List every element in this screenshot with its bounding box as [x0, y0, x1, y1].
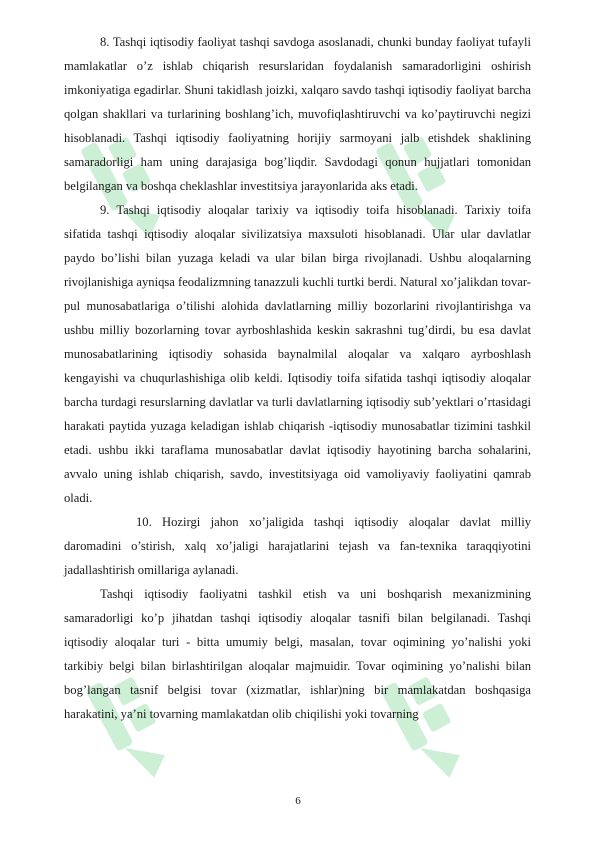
paragraph-classification: Tashqi iqtisodiy faoliyatni tashkil etish va uni boshqarish mexanizmining samaradorligi ko’p jihatdan tashqi iqtisodiy aloqalar tasnifi bilan belgilanadi. Tashqi iqtisodiy aloqalar turi - bitta umumiy belgi, masalan, tovar oqimining yo’nalishi yoki tarkibiy belgi bilan birlashtirilgan aloqalar majmuidir. Tovar oqimining yo’nalishi bilan bog’langan tasnif belgisi tovar (xizmatlar, ishlar)ning bir mamlakatdan boshqasiga harakatini, ya’ni tovarning mamlakatdan olib chiqilishi yoki tovarning — [64, 587, 531, 721]
paragraph-10 — [64, 510, 531, 582]
paragraph-8: 8. Tashqi iqtisodiy faoliyat tashqi savdoga asoslanadi, chunki bunday faoliyat tufayli mamlakatlar o’z ishlab chiqarish resurslaridan foydalanish samaradorligini oshirish imkoniyatiga egadirlar. Shuni takidlash joizki, xalqaro savdo tashqi iqtisodiy faoliyat barcha qolgan shakllari va turlarining boshlang’ich, muvofiqlashtiruvchi va ko’paytiruvchi negizi hisoblanadi. Tashqi iqtisodiy faoliyatning horijiy sarmoyani jalb etishdek shaklining samaradorligi ham uning darajasiga bog’liqdir. Savdodagi qonun hujjatlari tomonidan belgilangan va boshqa cheklashlar investitsiya jarayonlarida aks etadi. — [64, 35, 531, 193]
item-text: Hozirgi jahon xo’jaligida tashqi iqtisodiy aloqalar davlat milliy daromadini o’stirish, xalq xo’jaligi harajatlarini tejash va fan-texnika taraqqiyotini jadallashtirish omillariga aylanadi. — [64, 515, 531, 577]
item-number: 10. — [136, 515, 152, 529]
document-body — [64, 30, 531, 726]
paragraph-9: 9. Tashqi iqtisodiy aloqalar tarixiy va iqtisodiy toifa hisoblanadi. Tarixiy toifa sifatida tashqi iqtisodiy aloqalar sivilizatsiya maxsuloti hisoblanadi. Ular ular davlatlar paydo bo’lishi bilan yuzaga keladi va ular bilan birga rivojlanadi. Ushbu aloqalarning rivojlanishiga ayniqsa feodalizmning tanazzuli kuchli turtki berdi. Natural xo’jalikdan tovar-pul munosabatlariga o’tilishi alohida davlatlarning milliy bozorlarini rivojlantirishga va ushbu milliy bozorlarning tovar ayrboshlashida keskin sakrashni tug’dirdi, bu esa davlat munosabatlarining iqtisodiy sohasida baynalmilal aloqalar va xalqaro ayrboshlash kengayishi va chuqurlashishiga olib keldi. Iqtisodiy toifa sifatida tashqi iqtisodiy aloqalar barcha turdagi resurslarning davlatlar va turli davlatlarning iqtisodiy sub’yektlari o’rtasidagi harakati paytida yuzaga keladigan ishlab chiqarish -iqtisodiy munosabatlar tizimini tashkil etadi. ushbu ikki taraflama munosabatlar davlat iqtisodiy hayotining barcha sohalarini, avvalo uning ishlab chiqarish, savdo, investitsiyaga oid vamoliyaviy faoliyatini qamrab oladi. — [64, 203, 531, 505]
page-number: 6 — [295, 795, 301, 807]
